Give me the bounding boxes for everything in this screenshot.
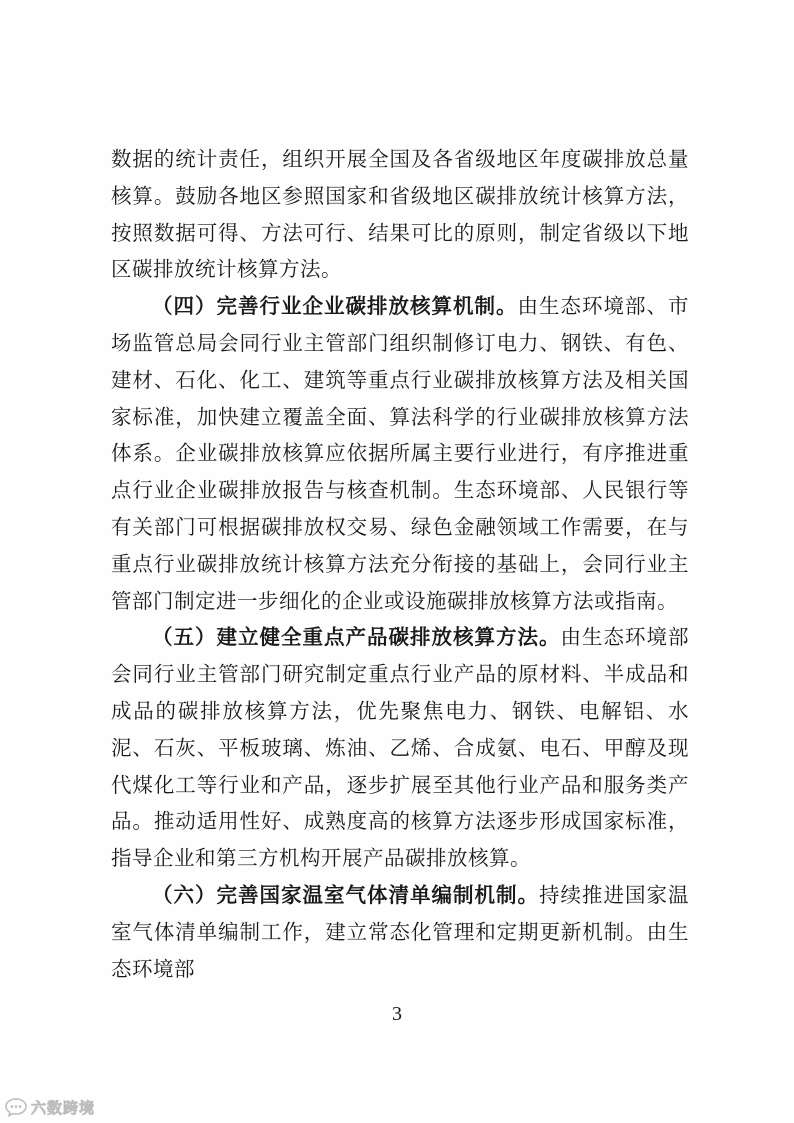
paragraph-section-6 bbox=[111, 877, 689, 987]
paragraph-section-4 bbox=[111, 288, 689, 619]
chat-bubble-logo-icon bbox=[4, 1097, 28, 1117]
paragraph-text: 持续推进国家温室气体清单编制工作，建立常态化管理和定期更新机制。由生态环境部 bbox=[111, 882, 689, 981]
section-heading: （五）建立健全重点产品碳排放核算方法。 bbox=[152, 625, 561, 650]
section-heading: （四）完善行业企业碳排放核算机制。 bbox=[152, 294, 518, 319]
paragraph-text: 由生态环境部、市场监管总局会同行业主管部门组织制修订电力、钢铁、有色、建材、石化、化工、建筑等重点行业碳排放核算方法及相关国家标准，加快建立覆盖全面、算法科学的行业碳排放核算方法体系。企业碳排放核算应依据所属主要行业进行，有序推进重点行业企业碳排放报告与核查机制。生态环境部、人民银行等有关部门可根据碳排放权交易、绿色金融领域工作需要，在与重点行业碳排放统计核算方法充分衔接的基础上，会同行业主管部门制定进一步细化的企业或设施碳排放核算方法或指南。 bbox=[111, 294, 689, 613]
section-heading: （六）完善国家温室气体清单编制机制。 bbox=[152, 882, 539, 907]
paragraph-continuation bbox=[111, 141, 689, 288]
page-number: 3 bbox=[392, 1003, 402, 1025]
watermark-text: 六数跨境 bbox=[31, 1098, 96, 1117]
watermark bbox=[4, 1094, 95, 1120]
paragraph-text: 由生态环境部会同行业主管部门研究制定重点行业产品的原材料、半成品和成品的碳排放核算方法，优先聚焦电力、钢铁、电解铝、水泥、石灰、平板玻璃、炼油、乙烯、合成氨、电石、甲醇及现代煤化工等行业和产品，逐步扩展至其他行业产品和服务类产品。推动适用性好、成熟度高的核算方法逐步形成国家标准，指导企业和第三方机构开展产品碳排放核算。 bbox=[111, 625, 689, 871]
paragraph-text: 数据的统计责任，组织开展全国及各省级地区年度碳排放总量核算。鼓励各地区参照国家和省级地区碳排放统计核算方法，按照数据可得、方法可行、结果可比的原则，制定省级以下地区碳排放统计核算方法。 bbox=[111, 147, 689, 282]
document-body bbox=[111, 141, 689, 987]
paragraph-section-5 bbox=[111, 619, 689, 877]
